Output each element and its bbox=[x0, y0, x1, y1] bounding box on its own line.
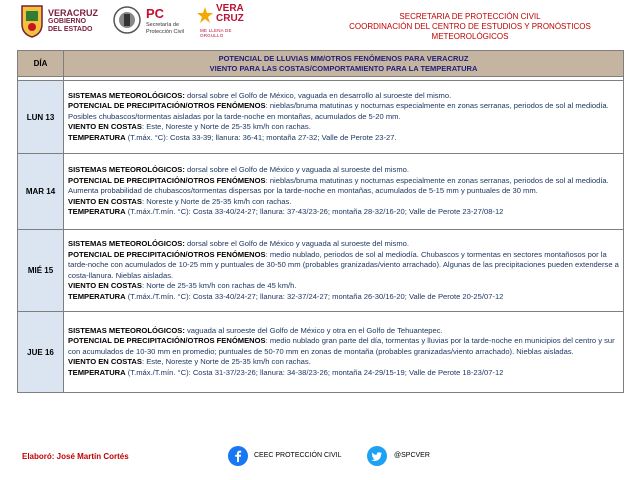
precip-text: : medio nublado gran parte del día, tormentas y lluvias por la tarde-noche en municipios del centro y sur con acumulados de 10-30 mm en promedio; puntuales de 50-70 mm en zonas de montaña (probables granizadas/viento arrachado). Nieblas aisladas. bbox=[68, 336, 615, 356]
veracruz-logo-line2: GOBIERNO bbox=[48, 18, 87, 25]
systems-text: dorsal sobre el Golfo de México y vaguada al suroeste del mismo. bbox=[184, 165, 410, 175]
wind-text: : Este, Noreste y Norte de 25-35 km/h con rachas. bbox=[141, 122, 311, 132]
precip-line bbox=[68, 250, 619, 282]
veracruz-logo-line3: DEL ESTADO bbox=[48, 26, 93, 33]
precip-line bbox=[68, 336, 619, 357]
precip-label: POTENCIAL DE PRECIPITACIÓN/OTROS FENÓMENOS bbox=[68, 336, 266, 346]
systems-label: SISTEMAS METEOROLÓGICOS: bbox=[68, 90, 185, 100]
temperature-text: (T.máx./T.mín. °C): Costa 31-37/23-26; llanura: 34-38/23-26; montaña 24-29/15-19; Valle de Perote 18-23/07-12 bbox=[125, 367, 504, 377]
brand-logo-line1: VERA bbox=[216, 3, 244, 14]
systems-label: SISTEMAS METEOROLÓGICOS: bbox=[68, 165, 185, 175]
forecast-cell bbox=[64, 312, 624, 393]
column-header-main bbox=[64, 51, 624, 77]
temperature-line bbox=[68, 207, 619, 218]
wind-text: : Este, Noreste y Norte de 25-35 km/h con rachas. bbox=[141, 357, 311, 367]
column-header-day: DÍA bbox=[18, 51, 64, 77]
temperature-text: (T.máx./T.mín. °C): Costa 33-40/24-27; llanura: 37-43/23-26; montaña 28-32/16-20; Valle de Perote 23-27/08-12 bbox=[125, 207, 504, 217]
temperature-line bbox=[68, 133, 619, 144]
systems-line bbox=[68, 165, 619, 176]
proteccion-civil-logo bbox=[112, 4, 192, 40]
wind-label: VIENTO EN COSTAS bbox=[68, 281, 142, 290]
header-title-line1: SECRETARIA DE PROTECCIÓN CIVIL bbox=[399, 12, 541, 21]
header-titles bbox=[320, 12, 620, 42]
forecast-cell bbox=[64, 230, 624, 312]
table-row bbox=[18, 312, 624, 393]
brand-logo-text bbox=[216, 4, 244, 24]
protection-civil-seal-icon bbox=[112, 4, 142, 38]
systems-text: vaguada al suroeste del Golfo de México y otra en el Golfo de Tehuantepec. bbox=[184, 325, 443, 335]
forecast-cell bbox=[64, 154, 624, 230]
day-cell: MAR 14 bbox=[18, 154, 64, 230]
systems-text: dorsal sobre el Golfo de México, vaguada en desarrollo al suroeste del mismo. bbox=[184, 90, 452, 100]
brand-logo-tagline: ME LLENA DE ORGULLO bbox=[200, 28, 232, 38]
wind-label: VIENTO EN COSTAS bbox=[68, 357, 142, 367]
facebook-link[interactable]: CEEC PROTECCIÓN CIVIL bbox=[254, 452, 342, 459]
pc-logo-title: PC bbox=[146, 6, 165, 21]
temperature-line bbox=[68, 292, 619, 303]
forecast-table bbox=[17, 50, 624, 393]
day-cell: MIÉ 15 bbox=[18, 230, 64, 312]
wind-line bbox=[68, 281, 619, 292]
precip-text: : nieblas/bruma matutinas y nocturnas especialmente en zonas serranas, periodos de sol al mediodía. Posibles chubascos/tormentas aisladas por la tarde-noche en montañas, acumulados de 5-20 mm. bbox=[68, 101, 609, 121]
precip-line bbox=[68, 101, 619, 122]
wind-line bbox=[68, 122, 619, 133]
wind-text: : Noreste y Norte de 25-35 km/h con rachas. bbox=[141, 196, 292, 206]
veracruz-brand-logo bbox=[196, 4, 256, 44]
precip-label: POTENCIAL DE PRECIPITACIÓN/OTROS FENÓMENOS bbox=[68, 175, 266, 185]
facebook-icon[interactable] bbox=[228, 446, 248, 466]
wind-label: VIENTO EN COSTAS bbox=[68, 196, 142, 206]
pc-logo-sub2: Protección Civil bbox=[146, 28, 184, 35]
systems-text: dorsal sobre el Golfo de México y vaguada al suroeste del mismo. bbox=[184, 239, 410, 248]
wind-label: VIENTO EN COSTAS bbox=[68, 122, 142, 132]
table-row bbox=[18, 230, 624, 312]
temperature-text: (T.máx./T.mín. °C): Costa 33-40/24-27; llanura: 32-37/24-27; montaña 26-30/16-20; Valle de Perote 20-25/07-12 bbox=[125, 291, 504, 301]
wind-line bbox=[68, 197, 619, 208]
twitter-link[interactable]: @SPCVER bbox=[394, 452, 430, 459]
wind-text: : Norte de 25-35 km/h con rachas de 45 km/h. bbox=[141, 281, 297, 290]
systems-line bbox=[68, 326, 619, 337]
brand-logo-line2: CRUZ bbox=[216, 13, 244, 24]
veracruz-shield-icon bbox=[20, 4, 44, 38]
day-cell: LUN 13 bbox=[18, 81, 64, 154]
table-row bbox=[18, 154, 624, 230]
column-header-main-line1: POTENCIAL DE LLUVIAS MM/OTROS FENÓMENOS PARA VERACRUZ bbox=[218, 53, 469, 63]
temperature-label: TEMPERATURA bbox=[68, 132, 126, 142]
pc-logo-sub1: Secretaría de bbox=[146, 22, 180, 28]
systems-label: SISTEMAS METEOROLÓGICOS: bbox=[68, 325, 185, 335]
veracruz-logo-line1: VERACRUZ bbox=[48, 8, 99, 18]
systems-line bbox=[68, 239, 619, 250]
veracruz-government-logo bbox=[20, 4, 102, 40]
header-title-line2: COORDINACIÓN DEL CENTRO DE ESTUDIOS Y PRONÓSTICOS METEOROLÓGICOS bbox=[349, 22, 591, 41]
temperature-label: TEMPERATURA bbox=[68, 291, 126, 301]
precip-text: : nieblas/bruma matutinas y nocturnas especialmente en zonas serranas, periodos de sol al mediodía. Aumenta probabilidad de chubascos/tormentas dispersas por la tarde-noche en montañas, acumulados de 5-15 mm y puntuales de 30 mm. bbox=[68, 175, 609, 196]
systems-label: SISTEMAS METEOROLÓGICOS: bbox=[68, 239, 185, 248]
day-cell: JUE 16 bbox=[18, 312, 64, 393]
pc-logo-subtitle bbox=[146, 22, 184, 35]
forecast-cell bbox=[64, 81, 624, 154]
precip-text: : medio nublado, periodos de sol al mediodía. Chubascos y tormentas en sectores montañosos por la tarde-noche con acumulados de 10-25 mm y puntuales de 30-50 mm (probables granizadas/viento arrachado). Algunas de las precipitaciones pueden extenderse a costa-llanura. Nieblas aisladas. bbox=[68, 249, 619, 280]
table-header-row bbox=[18, 51, 624, 77]
temperature-line bbox=[68, 368, 619, 379]
precip-label: POTENCIAL DE PRECIPITACIÓN/OTROS FENÓMENOS bbox=[68, 249, 266, 259]
twitter-icon[interactable] bbox=[366, 446, 388, 466]
author-credit: Elaboró: José Martín Cortés bbox=[22, 452, 129, 461]
veracruz-brand-icon bbox=[196, 6, 214, 24]
temperature-text: (T.máx. °C): Costa 33-39; llanura: 36-41; montaña 27-32; Valle de Perote 23-27. bbox=[125, 132, 397, 142]
veracruz-logo-text bbox=[48, 8, 98, 34]
systems-line bbox=[68, 91, 619, 102]
table-row bbox=[18, 81, 624, 154]
precip-label: POTENCIAL DE PRECIPITACIÓN/OTROS FENÓMENOS bbox=[68, 101, 266, 111]
temperature-label: TEMPERATURA bbox=[68, 207, 126, 217]
temperature-label: TEMPERATURA bbox=[68, 367, 126, 377]
document-footer bbox=[0, 446, 640, 476]
wind-line bbox=[68, 357, 619, 368]
precip-line bbox=[68, 176, 619, 197]
column-header-main-line2: VIENTO PARA LAS COSTAS/COMPORTAMIENTO PARA LA TEMPERATURA bbox=[209, 63, 478, 73]
document-header bbox=[0, 0, 640, 46]
